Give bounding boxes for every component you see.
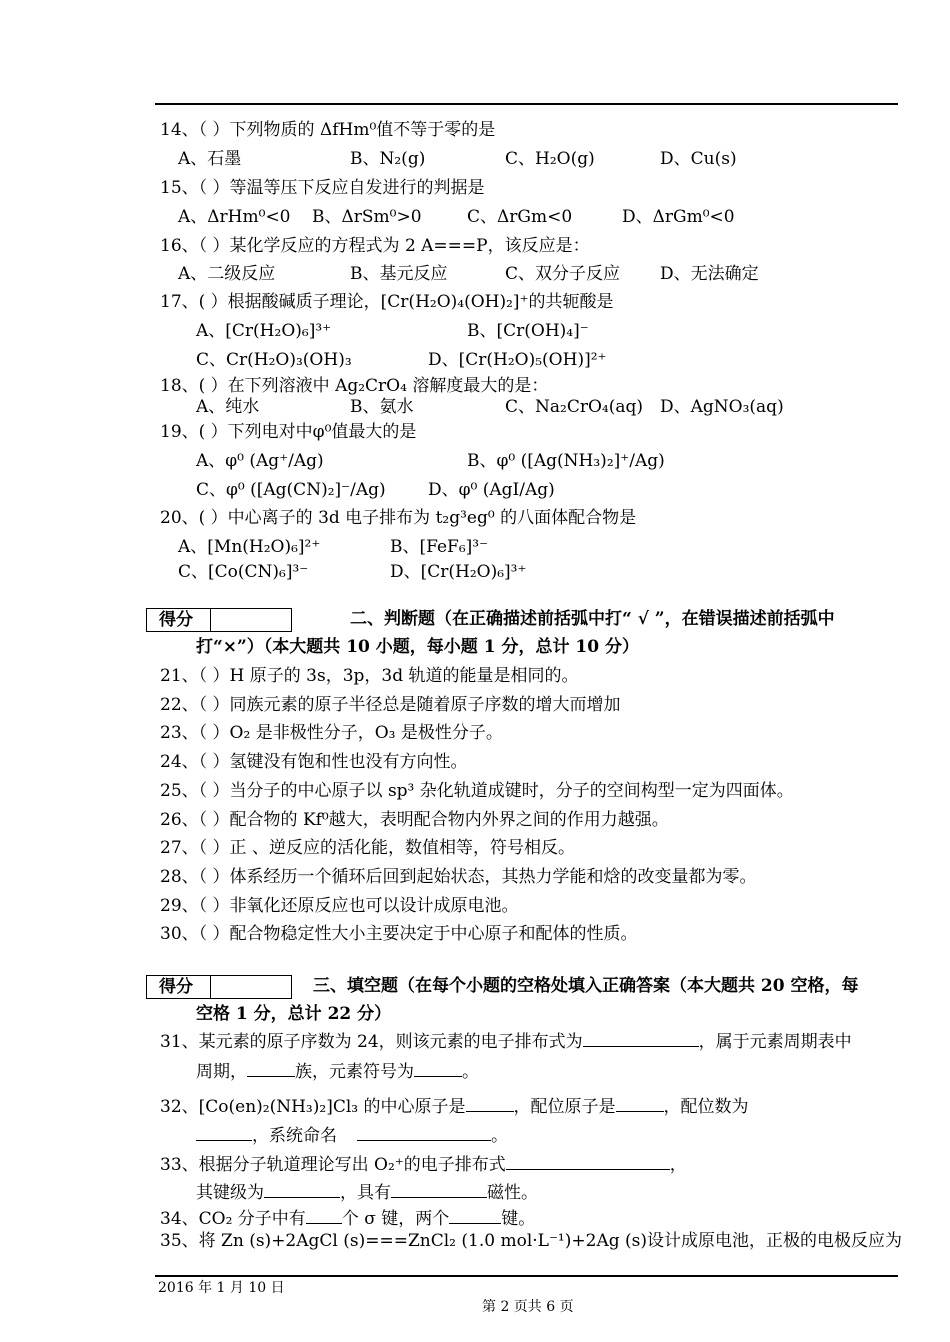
q34-text-c: 键。 [501, 1209, 536, 1229]
q34-text-a: 34、CO₂ 分子中有 [160, 1209, 306, 1229]
question-32-line-1 [160, 1096, 749, 1118]
question-21: 21、（ ）H 原子的 3s，3p，3d 轨道的能量是相同的。 [160, 666, 579, 686]
q31-text-c: 周期， [196, 1062, 247, 1082]
q32-blank-center[interactable] [466, 1097, 514, 1112]
q16-option-a: A、二级反应 [178, 264, 276, 284]
q20-option-a: A、[Mn(H₂O)₆]²⁺ [178, 537, 321, 557]
score-label: 得分 [147, 609, 211, 631]
question-28: 28、（ ）体系经历一个循环后回到起始状态，其热力学能和焓的改变量都为零。 [160, 867, 757, 887]
q14-option-a: A、石墨 [178, 149, 242, 169]
q19-option-a: A、φ⁰ (Ag⁺/Ag) [196, 451, 324, 471]
q17-option-d: D、[Cr(H₂O)₅(OH)]²⁺ [428, 350, 607, 370]
question-29: 29、（ ）非氧化还原反应也可以设计成原电池。 [160, 896, 519, 916]
q31-blank-symbol[interactable] [414, 1062, 462, 1077]
question-23: 23、（ ）O₂ 是非极性分子，O₃ 是极性分子。 [160, 723, 503, 743]
q15-option-b: B、ΔrSm⁰>0 [312, 207, 422, 227]
score-blank[interactable] [211, 609, 291, 631]
q32-text-c: ，配位数为 [663, 1097, 749, 1117]
q16-option-d: D、无法确定 [660, 264, 759, 284]
question-34 [160, 1208, 535, 1230]
score-box-section-2 [146, 608, 292, 632]
q33-text-e: 磁性。 [487, 1183, 538, 1203]
q31-blank-config[interactable] [583, 1032, 699, 1047]
q19-option-d: D、φ⁰ (AgI/Ag) [428, 480, 555, 500]
q17-option-b: B、[Cr(OH)₄]⁻ [467, 321, 589, 341]
question-31-line-2 [196, 1061, 479, 1083]
q16-option-b: B、基元反应 [350, 264, 448, 284]
question-14: 14、（ ）下列物质的 ΔfHm⁰值不等于零的是 [160, 120, 496, 140]
q18-option-a: A、纯水 [196, 397, 260, 417]
question-35: 35、将 Zn (s)+2AgCl (s)===ZnCl₂ (1.0 mol·L⁻¹)+2Ag (s)设计成原电池，正极的电极反应为 [160, 1231, 902, 1251]
section-3-title-line-2: 空格 1 分，总计 22 分） [196, 1004, 392, 1024]
q18-option-c: C、Na₂CrO₄(aq) [505, 397, 644, 417]
q19-option-b: B、φ⁰ ([Ag(NH₃)₂]⁺/Ag) [467, 451, 665, 471]
question-17: 17、( ）根据酸碱质子理论，[Cr(H₂O)₄(OH)₂]⁺的共轭酸是 [160, 292, 614, 312]
q33-text-a: 33、根据分子轨道理论写出 O₂⁺的电子排布式 [160, 1155, 506, 1175]
footer-rule [155, 1275, 898, 1277]
footer-date: 2016 年 1 月 10 日 [158, 1280, 285, 1296]
q31-text-b: ，属于元素周期表中 [698, 1032, 852, 1052]
q32-blank-donor[interactable] [616, 1097, 664, 1112]
q14-option-c: C、H₂O(g) [505, 149, 595, 169]
q31-text-e: 。 [462, 1062, 479, 1082]
q33-blank-bond-order[interactable] [264, 1183, 340, 1198]
q20-option-c: C、[Co(CN)₆]³⁻ [178, 562, 309, 582]
q32-text-e: 。 [491, 1126, 508, 1146]
question-31-line-1 [160, 1031, 852, 1053]
q18-option-d: D、AgNO₃(aq) [660, 397, 784, 417]
question-26: 26、（ ）配合物的 Kf⁰越大，表明配合物内外界之间的作用力越强。 [160, 810, 669, 830]
q34-text-b: 个 σ 键，两个 [341, 1209, 450, 1229]
q32-text-d: ，系统命名 [252, 1126, 337, 1146]
question-20: 20、( ）中心离子的 3d 电子排布为 t₂g³eg⁰ 的八面体配合物是 [160, 508, 637, 528]
footer-page-number: 第 2 页共 6 页 [482, 1299, 574, 1315]
question-18: 18、( ）在下列溶液中 Ag₂CrO₄ 溶解度最大的是： [160, 376, 549, 396]
score-box-section-3 [146, 975, 292, 999]
q32-blank-name[interactable] [357, 1126, 491, 1141]
q17-option-a: A、[Cr(H₂O)₆]³⁺ [196, 321, 332, 341]
section-3-title-line-1: 三、填空题（在每个小题的空格处填入正确答案（本大题共 20 空格，每 [313, 976, 859, 996]
q17-option-c: C、Cr(H₂O)₃(OH)₃ [196, 350, 352, 370]
question-24: 24、（ ）氢键没有饱和性也没有方向性。 [160, 752, 468, 772]
q34-blank-bond[interactable] [449, 1209, 501, 1224]
q32-text-b: ，配位原子是 [513, 1097, 616, 1117]
q33-blank-config[interactable] [506, 1155, 670, 1170]
question-22: 22、（ ）同族元素的原子半径总是随着原子序数的增大而增加 [160, 695, 621, 715]
question-16: 16、（ ）某化学反应的方程式为 2 A===P，该反应是： [160, 236, 590, 256]
q20-option-d: D、[Cr(H₂O)₆]³⁺ [390, 562, 527, 582]
q33-text-c: 其键级为 [196, 1183, 264, 1203]
q19-option-c: C、φ⁰ ([Ag(CN)₂]⁻/Ag) [196, 480, 386, 500]
q33-blank-magnetism[interactable] [391, 1183, 487, 1198]
section-2-title-line-2: 打“×”）（本大题共 10 小题，每小题 1 分，总计 10 分） [196, 637, 639, 657]
q33-text-b: ， [669, 1155, 687, 1175]
q33-text-d: ，具有 [340, 1183, 391, 1203]
q15-option-a: A、ΔrHm⁰<0 [178, 207, 291, 227]
q15-option-d: D、ΔrGm⁰<0 [622, 207, 735, 227]
q31-text-d: 族，元素符号为 [295, 1062, 414, 1082]
question-33-line-2 [196, 1182, 538, 1204]
q20-option-b: B、[FeF₆]³⁻ [390, 537, 489, 557]
question-30: 30、（ ）配合物稳定性大小主要决定于中心原子和配体的性质。 [160, 924, 638, 944]
score-blank[interactable] [211, 976, 291, 998]
q31-blank-group[interactable] [247, 1062, 295, 1077]
q34-blank-sigma[interactable] [306, 1209, 342, 1224]
header-rule [155, 103, 898, 105]
q32-blank-coordination-number[interactable] [196, 1126, 252, 1141]
q14-option-d: D、Cu(s) [660, 149, 737, 169]
question-27: 27、（ ）正 、逆反应的活化能，数值相等，符号相反。 [160, 838, 575, 858]
q14-option-b: B、N₂(g) [350, 149, 426, 169]
question-25: 25、（ ）当分子的中心原子以 sp³ 杂化轨道成键时，分子的空间构型一定为四面体。 [160, 781, 794, 801]
q18-option-b: B、氨水 [350, 397, 414, 417]
q32-text-a: 32、[Co(en)₂(NH₃)₂]Cl₃ 的中心原子是 [160, 1097, 466, 1117]
question-33-line-1 [160, 1154, 687, 1176]
question-15: 15、（ ）等温等压下反应自发进行的判据是 [160, 178, 485, 198]
section-2-title-line-1: 二、判断题（在正确描述前括弧中打“ √ ”，在错误描述前括弧中 [350, 609, 835, 629]
question-19: 19、( ）下列电对中φ⁰值最大的是 [160, 422, 417, 442]
q16-option-c: C、双分子反应 [505, 264, 621, 284]
score-label: 得分 [147, 976, 211, 998]
q15-option-c: C、ΔrGm<0 [467, 207, 573, 227]
q31-text-a: 31、某元素的原子序数为 24，则该元素的电子排布式为 [160, 1032, 583, 1052]
question-32-line-2 [196, 1125, 508, 1147]
